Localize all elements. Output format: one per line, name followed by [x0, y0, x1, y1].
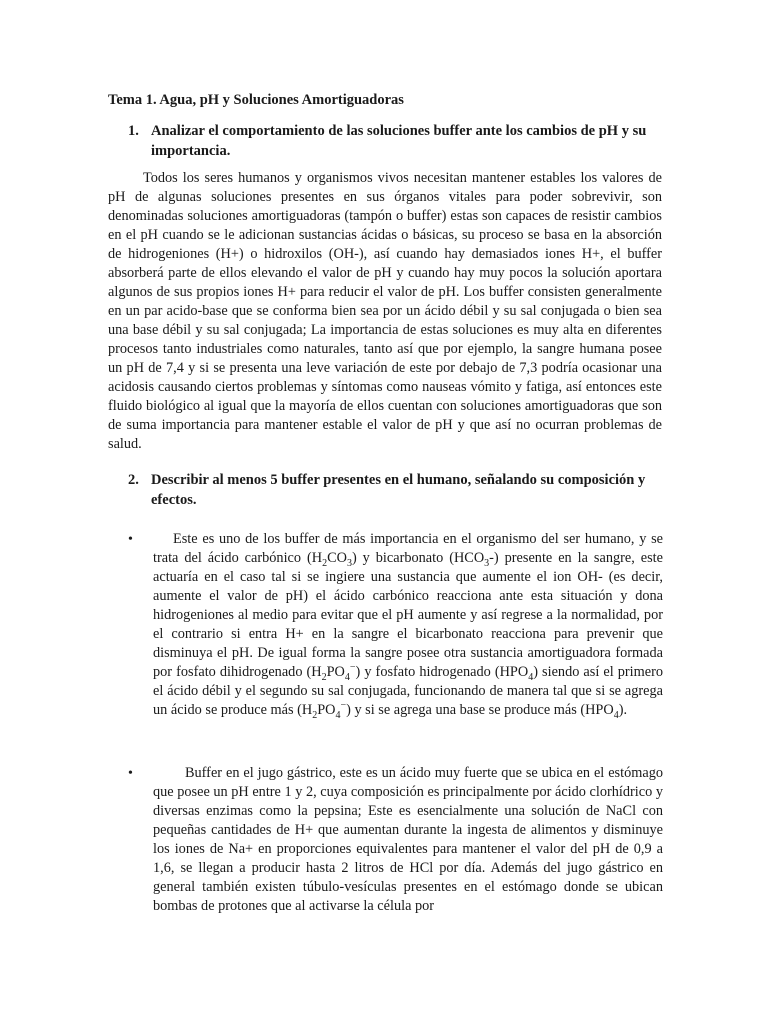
- bullet-item-gastric-buffer: [128, 764, 663, 916]
- bullet-text: Buffer en el jugo gástrico, este es un ácido muy fuerte que se ubica en el estómago que posee un pH entre 1 y 2, cuya composición es principalmente por ácido clorhídrico y diversas enzimas como la pepsina; Este es esencialmente una solución de NaCl con pequeñas cantidades de H+ que aumentan durante la ingesta de alimentos y disminuye los iones de Na+ en proporciones equivalentes para mantener el valor del pH de 0,9 a 1,6, se llegan a producir hasta 2 litros de HCl por día. Además del jugo gástrico en general también existen túbulo-vesículas presentes en el estómago donde se ubican bombas de protones que al activarse la célula por: [153, 765, 663, 914]
- document-title: Tema 1. Agua, pH y Soluciones Amortiguadoras: [108, 92, 404, 108]
- question-1-text: Analizar el comportamiento de las soluciones buffer ante los cambios de pH y su importancia.: [151, 123, 647, 159]
- question-1-number: 1.: [128, 123, 139, 139]
- bullet-icon: •: [128, 766, 133, 781]
- answer-1-paragraph: Todos los seres humanos y organismos vivos necesitan mantener estables los valores de pH de algunas soluciones presentes en sus órganos vitales para poder sobrevivir, son denominadas soluciones amortiguadoras (tampón o buffer) estas son capaces de resistir cambios en el pH cuando se le adicionan sustancias ácidas o básicas, su proceso se basa en la absorción de hidrogeniones (H+) o hidroxilos (OH-), así cuando hay demasiados iones H+, el buffer absorberá parte de ellos elevando el valor de pH y cuando hay muy pocos la solución aportara algunos de sus propios iones H+ para reducir el valor de pH. Los buffer consisten generalmente en un par acido-base que se conforma bien sea por un ácido débil y su sal conjugada o bien sea una base débil y su sal conjugada; La importancia de estas soluciones es muy alta en diferentes procesos tanto industriales como naturales, tanto así que por ejemplo, la sangre humana posee un pH de 7,4 y si se presenta una leve variación de este por debajo de 7,3 podría ocasionar una acidosis causando ciertos problemas y síntomas como nauseas vómito y fatiga, así entonces este fluido biológico al igual que la mayoría de ellos cuentan con soluciones amortiguadoras que son de suma importancia para mantener estable el valor de pH y que así no ocurran problemas de salud.: [108, 170, 662, 452]
- bullet-text: Este es uno de los buffer de más importancia en el organismo del ser humano, y se trata del ácido carbónico $(H_2CO_3)$ y bicarbonato $(HCO_3-)$ presente en la sangre, este actuaría en el caso tal si se ingiere una sustancia que aumente el ion OH- (es decir, aumente el valor de pH) el ácido carbónico reacciona ante esta situación y dona hidrogeniones al medio para evitar que el pH aumente y así regrese a la normalidad, por el contrario si entra H+ en la sangre el bicarbonato reacciona para prevenir que disminuya el pH. De igual forma la sangre posee otra sustancia amortiguadora formada por fosfato dihidrogenado $(H_2PO_4^-)$ y fosfato hidrogenado $(HPO_4)$ siendo así el primero el ácido débil y el segundo su sal conjugada, funcionando de manera tal que si se agrega un ácido se produce más $(H_2PO_4^-)$ y si se agrega una base se produce más $(HPO_4)$.: [153, 531, 664, 721]
- question-2-text: Describir al menos 5 buffer presentes en el humano, señalando su composición y efectos.: [151, 472, 646, 508]
- question-2-heading: [128, 470, 673, 510]
- question-1-heading: [128, 121, 673, 161]
- question-2-number: 2.: [128, 472, 139, 488]
- bullet-item-carbonic-buffer: [128, 530, 663, 720]
- bullet-icon: •: [128, 532, 133, 547]
